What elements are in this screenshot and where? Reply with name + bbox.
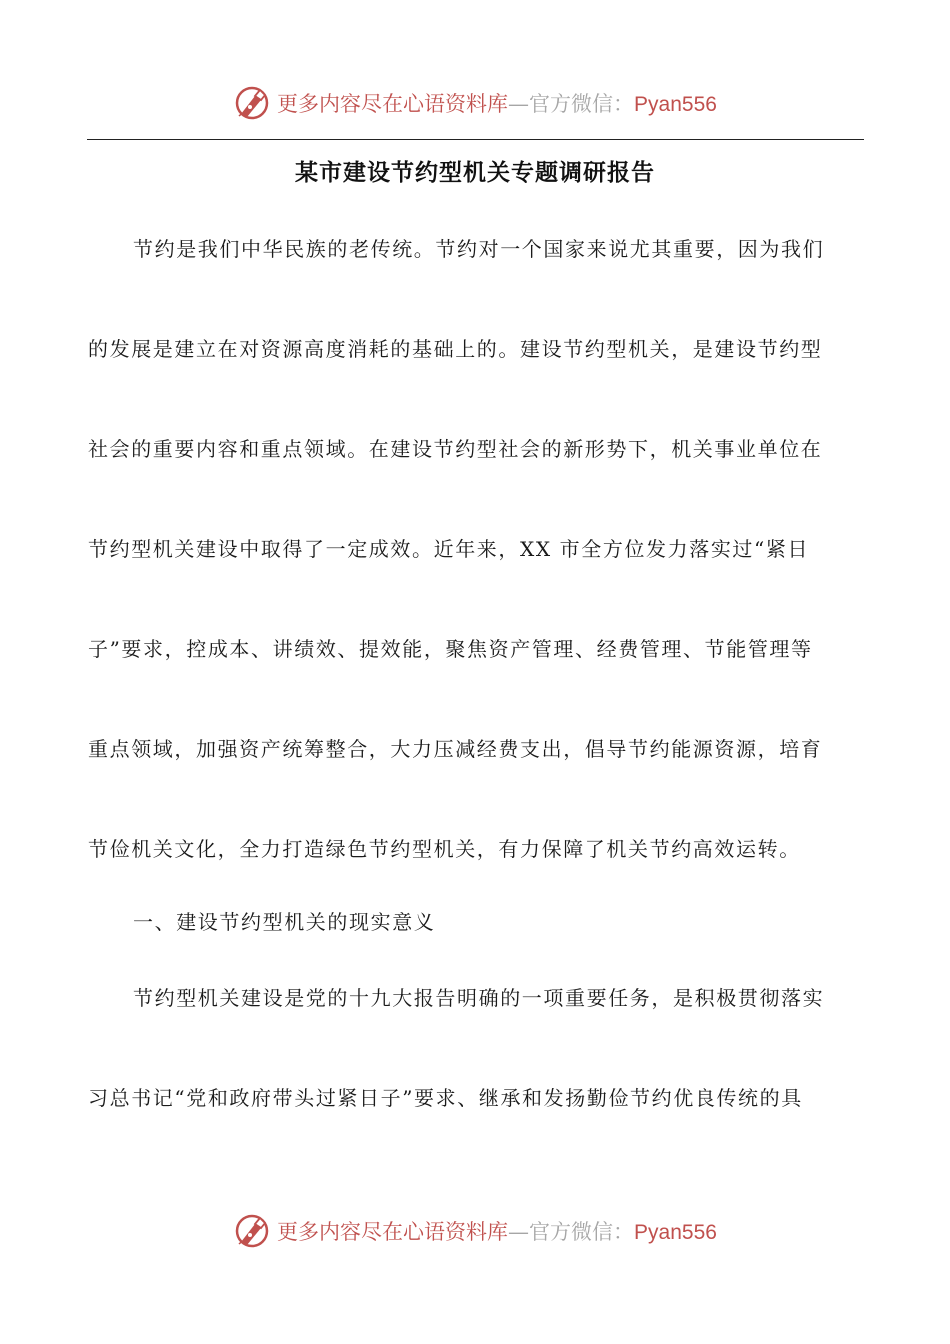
document-title: 某市建设节约型机关专题调研报告 bbox=[295, 159, 655, 186]
banner-wechat-id: Pyan556 bbox=[634, 93, 717, 116]
banner-separator: — bbox=[508, 92, 530, 116]
paragraph-line: 节约是我们中华民族的老传统。节约对一个国家来说尤其重要，因为我们 bbox=[133, 237, 825, 261]
paragraph-line: 节约型机关建设是党的十九大报告明确的一项重要任务，是积极贯彻落实 bbox=[133, 986, 825, 1010]
banner-wechat-id: Pyan556 bbox=[634, 1221, 717, 1244]
banner-separator: — bbox=[508, 1220, 530, 1244]
banner-brand: 更多内容尽在心语资料库 bbox=[277, 92, 509, 116]
banner-wechat-label: 官方微信： bbox=[529, 92, 635, 116]
banner-brand: 更多内容尽在心语资料库 bbox=[277, 1220, 509, 1244]
paragraph-line: 节俭机关文化，全力打造绿色节约型机关，有力保障了机关节约高效运转。 bbox=[88, 837, 801, 861]
paragraph-line: 习总书记“党和政府带头过紧日子”要求、继承和发扬勤俭节约优良传统的具 bbox=[88, 1086, 803, 1110]
paragraph-line: 的发展是建立在对资源高度消耗的基础上的。建设节约型机关，是建设节约型 bbox=[88, 337, 823, 361]
pen-nib-logo-icon bbox=[233, 84, 271, 122]
banner-text bbox=[277, 88, 717, 118]
paragraph-line: 节约型机关建设中取得了一定成效。近年来，XX 市全方位发力落实过“紧日 bbox=[88, 537, 810, 561]
header-banner bbox=[0, 84, 950, 122]
paragraph-line: 重点领域，加强资产统筹整合，大力压减经费支出，倡导节约能源资源，培育 bbox=[88, 737, 823, 761]
banner-wechat-label: 官方微信： bbox=[529, 1220, 635, 1244]
header-divider bbox=[87, 139, 864, 140]
section-heading: 一、建设节约型机关的现实意义 bbox=[133, 910, 436, 934]
pen-nib-logo-icon bbox=[233, 1212, 271, 1250]
paragraph-line: 社会的重要内容和重点领域。在建设节约型社会的新形势下，机关事业单位在 bbox=[88, 437, 823, 461]
banner-text bbox=[277, 1216, 717, 1246]
footer-banner bbox=[0, 1212, 950, 1250]
paragraph-line: 子”要求，控成本、讲绩效、提效能，聚焦资产管理、经费管理、节能管理等 bbox=[88, 637, 813, 661]
